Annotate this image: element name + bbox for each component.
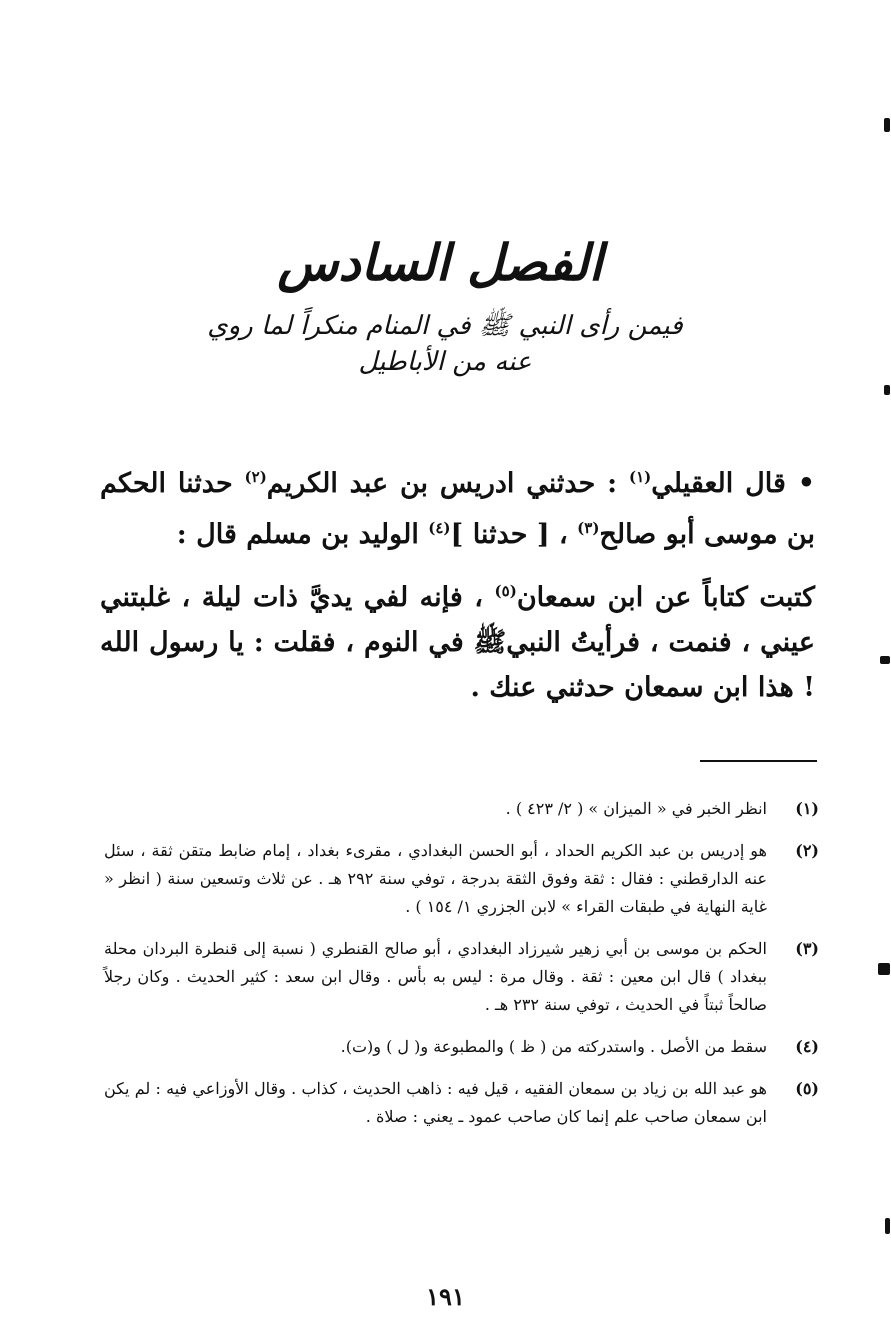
footnote-text: هو إدريس بن عبد الكريم الحداد ، أبو الحسن البغدادي ، مقرىء بغداد ، إمام ضابط متقن ثقة ، سئل عنه الدارقطني : فقال : ثقة وفوق الثقة بدرجة ، توفي سنة ٢٩٢ هـ . عن ثلاث وتسعين سنة ( انظر « غاية النهاية في طبقات القراء » لابن الجزري ١/ ١٥٤ ) . bbox=[104, 841, 768, 916]
text-segment: ، فإنه لفي يديَّ ذات ليلة ، غلبتني عيني ، فنمت ، فرأيتُ النبيﷺ في النوم ، فقلت : يا رسول الله ! هذا ابن سمعان حدثني عنك . bbox=[100, 582, 815, 703]
footnote-text: انظر الخبر في « الميزان » ( ٢/ ٤٢٣ ) . bbox=[505, 799, 767, 818]
scan-edge-mark bbox=[880, 656, 890, 664]
text-segment: حدثنا الحكم بن موسى أبو صالح bbox=[100, 468, 815, 550]
footnote-ref-5[interactable]: (٥) bbox=[494, 582, 517, 600]
text-segment: كتبت كتاباً عن ابن سمعان bbox=[516, 582, 815, 613]
footnote-item bbox=[104, 1075, 819, 1131]
footnotes bbox=[104, 795, 819, 1145]
footnote-number: (٥) bbox=[795, 1079, 819, 1098]
footnote-text: الحكم بن موسى بن أبي زهير شيرزاد البغدادي ، أبو صالح القنطري ( نسبة إلى قنطرة البردان محلة ببغداد ) قال ابن معين : ثقة . وقال مرة : ليس به بأس . وقال ابن سعد : كثير الحديث . وكان رجلاً صالحاً ثبتاً في الحديث ، توفي سنة ٢٣٢ هـ . bbox=[104, 939, 767, 1014]
paragraph-isnad bbox=[100, 455, 815, 557]
footnote-item bbox=[104, 837, 819, 921]
footnote-ref-1[interactable]: (١) bbox=[628, 468, 652, 486]
text-segment: : حدثني ادريس بن عبد الكريم bbox=[266, 468, 629, 499]
text-segment: ، [ حدثنا ] bbox=[450, 519, 578, 550]
scan-edge-mark bbox=[878, 963, 890, 975]
footnote-item bbox=[104, 935, 819, 1019]
page-number: ١٩١ bbox=[426, 1282, 465, 1311]
scan-edge-mark bbox=[884, 118, 890, 132]
text-segment: • قال العقيلي bbox=[651, 468, 815, 499]
footnote-number: (٣) bbox=[795, 939, 819, 958]
footnote-text: هو عبد الله بن زياد بن سمعان الفقيه ، قيل فيه : ذاهب الحديث ، كذاب . وقال الأوزاعي فيه : لم يكن ابن سمعان صاحب علم إنما كان صاحب عمود ـ يعني : صلاة . bbox=[104, 1079, 767, 1126]
paragraph-matn bbox=[100, 569, 815, 710]
footnote-number: (٢) bbox=[795, 841, 819, 860]
text-segment: الوليد بن مسلم قال : bbox=[176, 519, 429, 550]
scan-edge-mark bbox=[884, 385, 890, 395]
footnote-number: (٤) bbox=[795, 1037, 819, 1056]
footnote-ref-3[interactable]: (٣) bbox=[577, 519, 600, 537]
footnote-text: سقط من الأصل . واستدركته من ( ظ ) والمطبوعة و( ل ) و(ت). bbox=[340, 1037, 767, 1056]
footnote-item bbox=[104, 1033, 819, 1061]
footnote-ref-4[interactable]: (٤) bbox=[428, 519, 451, 537]
scan-edge-mark bbox=[885, 1218, 890, 1234]
main-text bbox=[100, 455, 815, 722]
chapter-subtitle: فيمن رأى النبي ﷺ في المنام منكراً لما روي عنه من الأباطيل bbox=[207, 311, 683, 377]
footnote-number: (١) bbox=[795, 799, 819, 818]
chapter-title: الفصل السادس bbox=[277, 233, 603, 292]
footnote-ref-2[interactable]: (٢) bbox=[244, 468, 267, 486]
footnote-divider bbox=[700, 760, 817, 762]
footnote-item bbox=[104, 795, 819, 823]
